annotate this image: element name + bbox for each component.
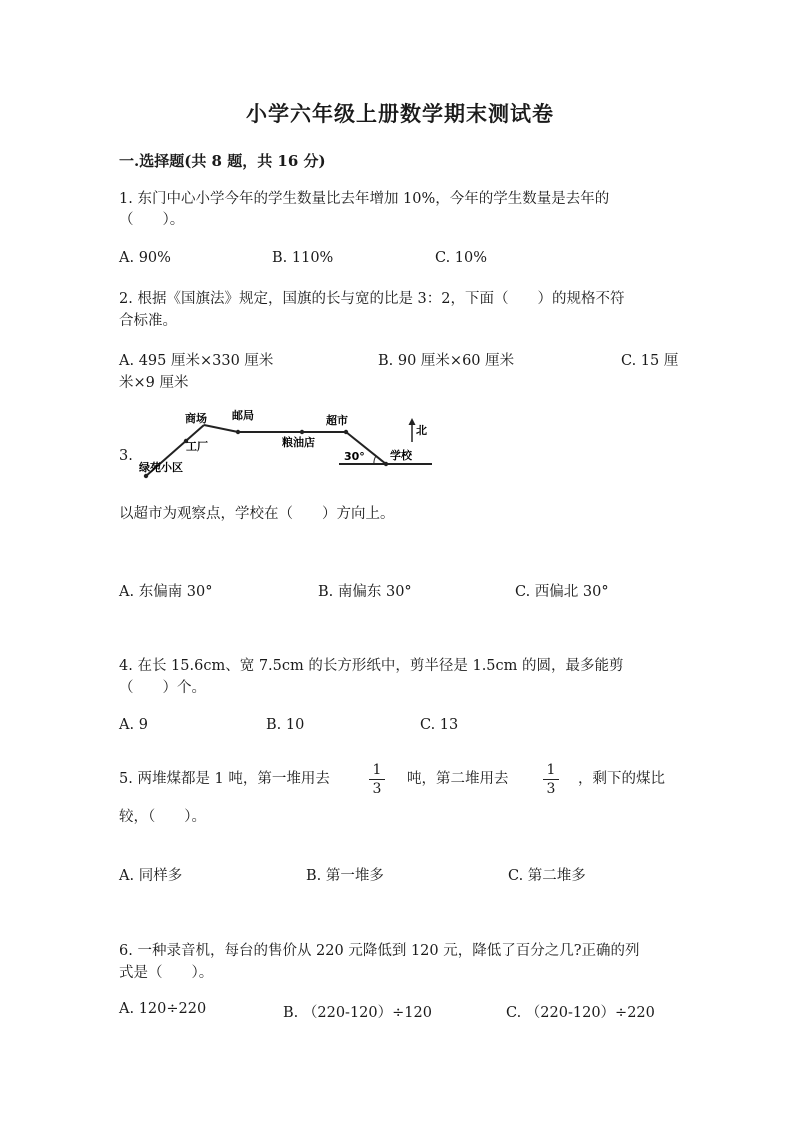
label-chaoshi: 超市 bbox=[326, 414, 348, 427]
question-4-option-c[interactable]: C. 13 bbox=[420, 717, 459, 733]
question-6-line1: 6. 一种录音机，每台的售价从 220 元降低到 120 元，降低了百分之几?正确的列 bbox=[119, 943, 640, 959]
question-4-option-a[interactable]: A. 9 bbox=[119, 717, 148, 733]
point-liangyoudian bbox=[300, 430, 304, 434]
question-4-line1: 4. 在长 15.6cm、宽 7.5cm 的长方形纸中，剪半径是 1.5cm 的圆，最多能剪 bbox=[119, 658, 624, 674]
question-1-line2: （ ）。 bbox=[119, 212, 185, 228]
question-5-part2: 吨，第二堆用去 bbox=[407, 771, 509, 787]
north-arrow-head-icon bbox=[409, 418, 416, 425]
question-2-line2: 合标准。 bbox=[119, 313, 177, 329]
fraction-2-denominator: 3 bbox=[546, 781, 556, 797]
question-1-option-c[interactable]: C. 10% bbox=[435, 250, 488, 266]
question-3-option-a[interactable]: A. 东偏南 30° bbox=[119, 584, 213, 600]
label-shangchang: 商场 bbox=[185, 412, 207, 425]
question-1-option-a[interactable]: A. 90% bbox=[119, 250, 171, 266]
direction-map bbox=[134, 408, 444, 483]
question-1-option-b[interactable]: B. 110% bbox=[272, 250, 334, 266]
section-heading: 一.选择题(共 8 题，共 16 分) bbox=[119, 152, 326, 170]
fraction-1-denominator: 3 bbox=[372, 781, 382, 797]
angle-arc bbox=[374, 456, 376, 464]
question-5-line2: 较，（ ）。 bbox=[119, 809, 206, 825]
question-6-line2: 式是（ ）。 bbox=[119, 965, 214, 981]
question-4-option-b[interactable]: B. 10 bbox=[266, 717, 305, 733]
point-xuexiao bbox=[384, 462, 388, 466]
question-2-option-c-wrap: 米×9 厘米 bbox=[119, 375, 189, 391]
fraction-1-numerator: 1 bbox=[372, 762, 382, 778]
road-shangchang-youju bbox=[204, 425, 238, 432]
question-3-text: 以超市为观察点，学校在（ ）方向上。 bbox=[119, 506, 395, 522]
question-4-line2: （ ）个。 bbox=[119, 680, 206, 696]
question-5-part3: ，剩下的煤比 bbox=[578, 771, 665, 787]
label-youju: 邮局 bbox=[232, 409, 254, 422]
label-bei: 北 bbox=[416, 424, 427, 437]
question-5-fraction-1 bbox=[369, 762, 385, 797]
question-3-number: 3. bbox=[119, 448, 133, 464]
page-title: 小学六年级上册数学期末测试卷 bbox=[246, 101, 554, 126]
point-lvyuan bbox=[144, 474, 148, 478]
question-5-option-c[interactable]: C. 第二堆多 bbox=[508, 868, 586, 884]
label-xuexiao: 学校 bbox=[390, 449, 412, 462]
question-5-fraction-2 bbox=[543, 762, 559, 797]
label-lvyuan: 绿苑小区 bbox=[139, 461, 183, 474]
question-5-option-a[interactable]: A. 同样多 bbox=[119, 868, 183, 884]
question-2-option-b[interactable]: B. 90 厘米×60 厘米 bbox=[378, 353, 515, 369]
question-2-option-a[interactable]: A. 495 厘米×330 厘米 bbox=[119, 353, 274, 369]
fraction-2-numerator: 1 bbox=[546, 762, 556, 778]
question-3-option-b[interactable]: B. 南偏东 30° bbox=[318, 584, 412, 600]
question-6-option-a[interactable]: A. 120÷220 bbox=[119, 1001, 207, 1017]
question-1-line1: 1. 东门中心小学今年的学生数量比去年增加 10%，今年的学生数量是去年的 bbox=[119, 191, 610, 207]
label-gongchang: 工厂 bbox=[186, 440, 208, 453]
point-chaoshi bbox=[344, 430, 348, 434]
question-6-option-b[interactable]: B. （220-120）÷120 bbox=[283, 1005, 432, 1021]
question-5-option-b[interactable]: B. 第一堆多 bbox=[306, 868, 384, 884]
question-5-part1: 5. 两堆煤都是 1 吨，第一堆用去 bbox=[119, 771, 330, 787]
question-3-option-c[interactable]: C. 西偏北 30° bbox=[515, 584, 609, 600]
point-youju bbox=[236, 430, 240, 434]
question-6-option-c[interactable]: C. （220-120）÷220 bbox=[506, 1005, 655, 1021]
question-2-option-c[interactable]: C. 15 厘 bbox=[621, 353, 679, 369]
label-liangyoudian: 粮油店 bbox=[282, 436, 315, 449]
label-angle: 30° bbox=[344, 450, 365, 463]
question-2-line1: 2. 根据《国旗法》规定，国旗的长与宽的比是 3：2，下面（ ）的规格不符 bbox=[119, 291, 625, 307]
